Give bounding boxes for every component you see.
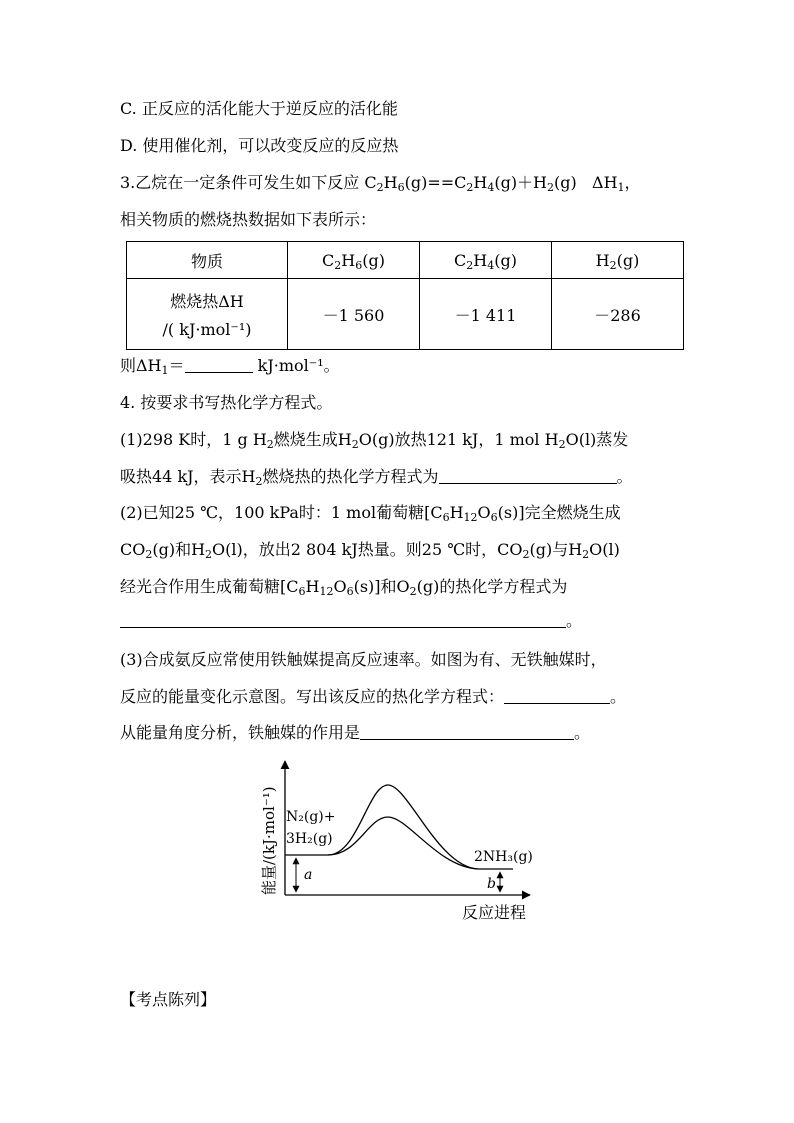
combustion-heat-table	[126, 241, 684, 350]
marker-b: b	[487, 876, 496, 892]
answer-blank[interactable]	[360, 723, 574, 740]
q3-dh: $\Delta H_1$	[592, 173, 625, 194]
q4-p3-line3: 从能量角度分析，铁触媒的作用是 。	[120, 723, 591, 742]
table-header-substance: 物质	[127, 242, 288, 279]
table-value-c2h6: －1 560	[288, 279, 420, 350]
heat-label: 燃烧热ΔH	[170, 292, 244, 311]
section-heading: 【考点陈列】	[120, 990, 217, 1009]
table-value-c2h4: －1 411	[420, 279, 552, 350]
energy-diagram	[250, 755, 550, 930]
option-d: D. 使用催化剂，可以改变反应的反应热	[120, 136, 399, 155]
q3-line2: 相关物质的燃烧热数据如下表所示：	[120, 210, 377, 229]
q4-p2-line3: 经光合作用生成葡萄糖$[C_6H_{12}O_6(s)]$和$O_2(g)$的热化学方程式为	[120, 577, 568, 598]
table-cell-c2h4: $C_2H_4(g)$	[420, 242, 552, 279]
q4-p1-line1: (1)298 K时，1 g $H_2$燃烧生成$H_2O(g)$放热121 kJ，1 mol $H_2O(l)$蒸发	[120, 430, 629, 451]
q3-answer: 则$\Delta H_1= kJ\cdot mol^{-1}$。	[120, 356, 340, 377]
q4-p2-line2: $CO_2(g)$和$H_2O(l)$，放出2 804 kJ热量。则25 ℃时，$CO_2(g)$与$H_2O(l)$	[120, 540, 620, 561]
x-axis-label: 反应进程	[462, 903, 527, 922]
q4-p2-line4: 。	[120, 611, 582, 631]
q4-p1-line2: 吸热44 kJ，表示$H_2$燃烧热的热化学方程式为 。	[120, 467, 633, 488]
table-value-h2: －286	[552, 279, 684, 350]
q4-p2-line1: (2)已知25 ℃，100 kPa时：1 mol葡萄糖$[C_6H_{12}O_6(s)]$完全燃烧生成	[120, 503, 621, 524]
answer-blank[interactable]	[185, 356, 253, 373]
q3-line1: 3.乙烷在一定条件可发生如下反应 $C_2H_6(g)==C_2H_4(g)+H_2(g)$ $\Delta H_1$，	[120, 173, 641, 194]
q4-title: 4. 按要求书写热化学方程式。	[120, 393, 333, 412]
reactant-label-2: 3H₂(g)	[286, 831, 333, 847]
q4-p3-line1: (3)合成氨反应常使用铁触媒提高反应速率。如图为有、无铁触媒时，	[120, 650, 607, 669]
answer-blank[interactable]	[120, 611, 566, 628]
answer-blank[interactable]	[504, 687, 610, 704]
product-label: 2NH₃(g)	[474, 849, 533, 865]
answer-blank[interactable]	[439, 467, 617, 484]
marker-a: a	[304, 867, 313, 883]
table-header-heat	[127, 279, 288, 350]
table-cell-h2: $H_2(g)$	[552, 242, 684, 279]
catalyzed-curve	[328, 817, 478, 869]
q3-prefix: 3.乙烷在一定条件可发生如下反应	[120, 173, 360, 192]
table-cell-c2h6: $C_2H_6(g)$	[288, 242, 420, 279]
y-axis-label: 能量/(kJ·mol⁻¹)	[260, 786, 278, 895]
q3-equation: $C_2H_6(g)==C_2H_4(g)+H_2(g)$	[364, 173, 577, 194]
q4-p3-line2: 反应的能量变化示意图。写出该反应的热化学方程式： 。	[120, 687, 627, 706]
reactant-label-1: N₂(g)+	[286, 809, 336, 825]
heat-unit: /( kJ·mol⁻¹)	[162, 320, 252, 339]
option-c: C. 正反应的活化能大于逆反应的活化能	[120, 99, 398, 118]
